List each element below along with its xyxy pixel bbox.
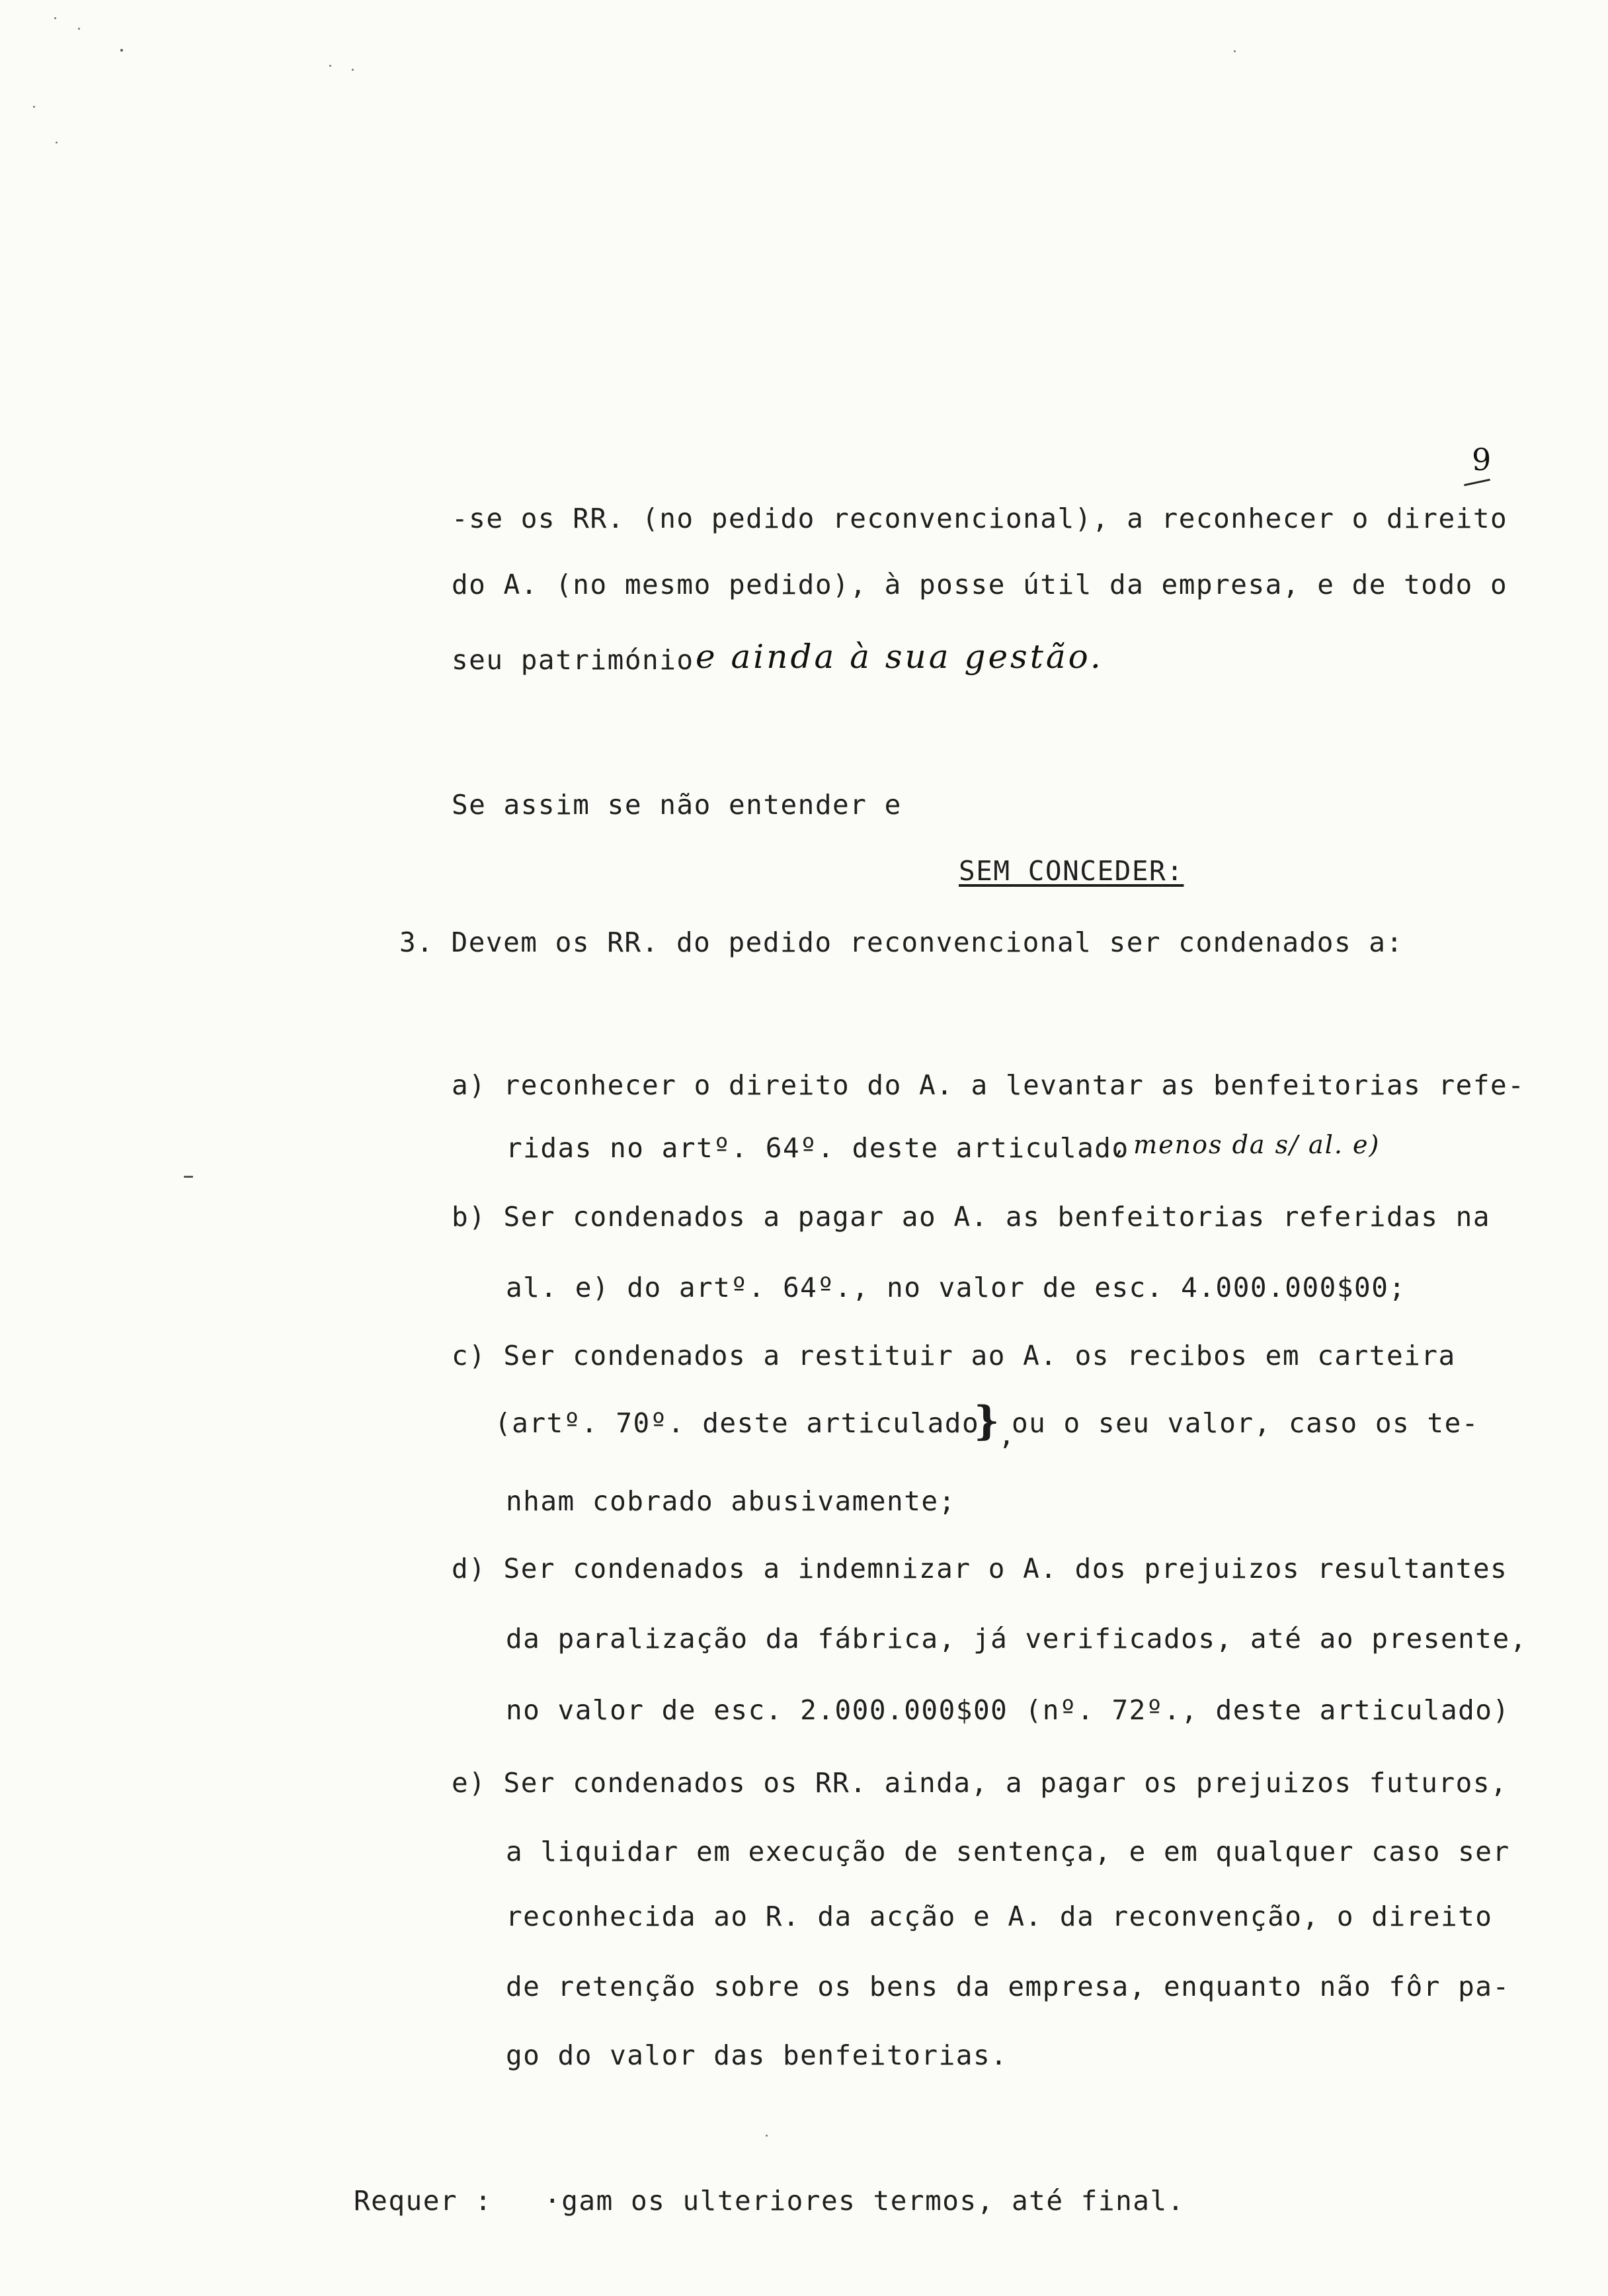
text-line: de retenção sobre os bens da empresa, enquanto não fôr pa- (506, 1971, 1510, 2002)
text-line: da paralização da fábrica, já verificados, até ao presente, (506, 1623, 1527, 1655)
text-line: (artº. 70º. deste articulado (495, 1407, 980, 1439)
text-line: do A. (no mesmo pedido), à posse útil da empresa, e de todo o (452, 569, 1508, 600)
text-line: ou o seu valor, caso os te- (1012, 1407, 1479, 1439)
text-line: -se os RR. (no pedido reconvencional), a reconhecer o direito (452, 503, 1508, 534)
closing-line: Requer : ·gam os ulteriores termos, até final. (354, 2185, 1185, 2217)
text-line: Se assim se não entender e (452, 789, 902, 821)
text-line: seu património (452, 644, 694, 676)
scan-speck (56, 142, 58, 144)
scan-speck (54, 17, 56, 19)
text-line: d) Ser condenados a indemnizar o A. dos prejuizos resultantes (452, 1553, 1508, 1584)
scan-speck (120, 49, 123, 52)
text-line: al. e) do artº. 64º., no valor de esc. 4.000.000$00; (506, 1272, 1406, 1303)
text-line: a) reconhecer o direito do A. a levantar as benfeitorias refe- (452, 1069, 1525, 1101)
scan-speck (184, 1176, 193, 1178)
text-line: , (998, 1419, 1016, 1451)
page-mark: 9 (1472, 442, 1494, 477)
text-line: b) Ser condenados a pagar ao A. as benfeitorias referidas na (452, 1201, 1491, 1233)
text-line: a liquidar em execução de sentença, e em qualquer caso ser (506, 1836, 1510, 1867)
scan-speck (766, 2135, 768, 2137)
text-line: ridas no artº. 64º. deste articulado (506, 1132, 1129, 1164)
text-line: go do valor das benfeitorias. (506, 2039, 1008, 2071)
text-line: e) Ser condenados os RR. ainda, a pagar os prejuizos futuros, (452, 1767, 1508, 1799)
scan-speck (329, 65, 331, 67)
page-mark-underline (1464, 479, 1490, 486)
handwritten-annotation: , menos da s/ al. e) (1115, 1130, 1381, 1159)
text-line: no valor de esc. 2.000.000$00 (nº. 72º., deste articulado) (506, 1694, 1510, 1726)
scan-speck (352, 69, 354, 71)
handwritten-brace: } (974, 1398, 1000, 1444)
text-line: nham cobrado abusivamente; (506, 1485, 956, 1517)
text-line: 3. Devem os RR. do pedido reconvencional ser condenados a: (399, 926, 1404, 958)
scan-speck (33, 106, 35, 108)
scan-speck (78, 28, 80, 30)
text-line: reconhecida ao R. da acção e A. da reconvenção, o direito (506, 1901, 1493, 1932)
text-line: c) Ser condenados a restituir ao A. os recibos em carteira (452, 1340, 1456, 1372)
section-heading: SEM CONCEDER: (959, 855, 1184, 887)
handwritten-annotation: e ainda à sua gestão. (696, 637, 1104, 676)
scan-speck (1234, 50, 1236, 52)
